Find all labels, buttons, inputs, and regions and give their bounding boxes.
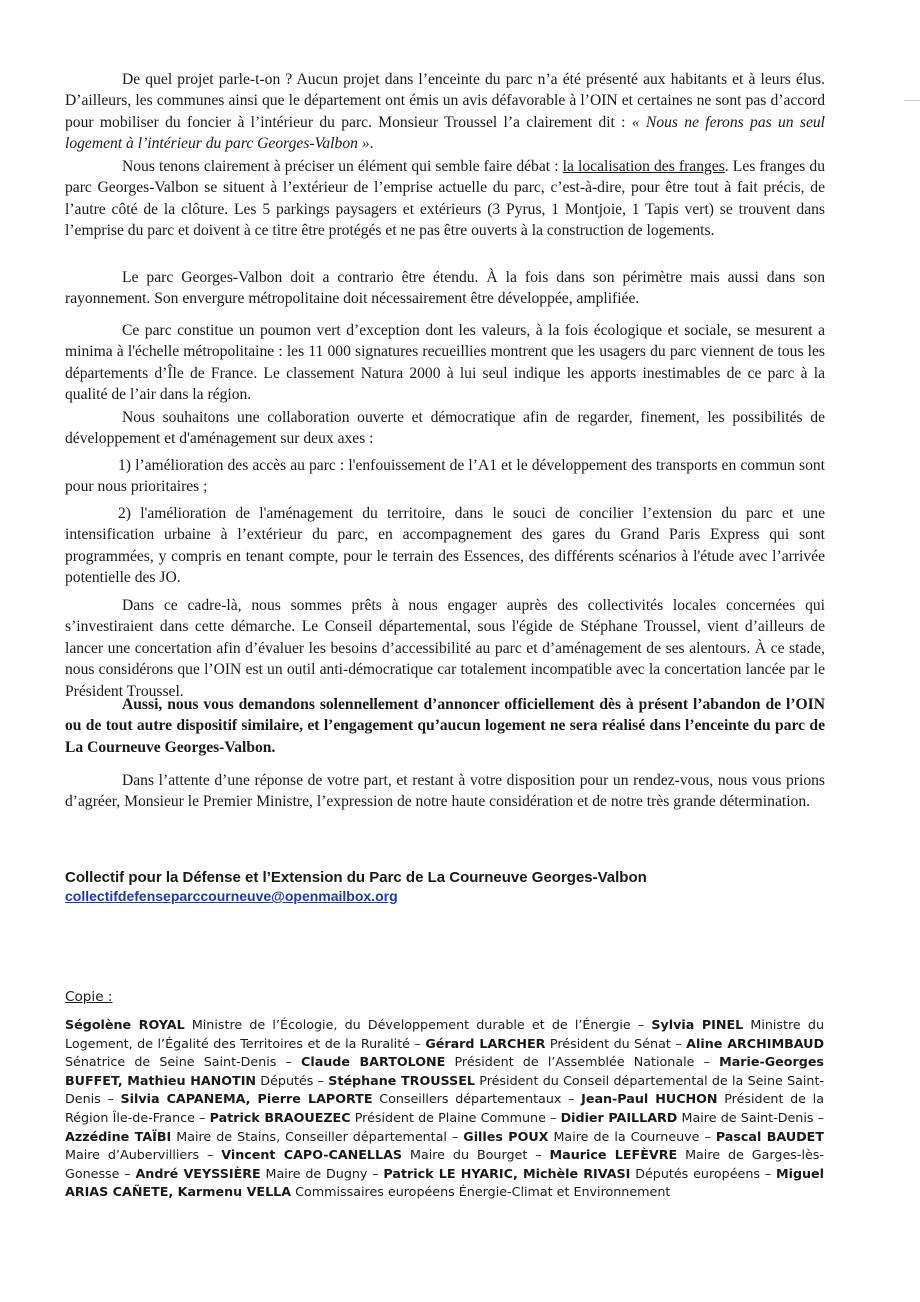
paragraph-extension: Le parc Georges-Valbon doit a contrario être étendu. À la fois dans son périmètre mais aussi dans son rayonnement. Son envergure métropolitaine doit nécessairement être développée, amplifiée. <box>65 269 825 308</box>
recipient-role: Ministre du Logement, de l’Égalité des Territoires et de la Ruralité – <box>65 1017 824 1051</box>
recipient-name: Ségolène ROYAL <box>65 1017 185 1032</box>
signature-collective: Collectif pour la Défense et l’Extension du Parc de La Courneuve Georges-Valbon <box>65 869 647 886</box>
recipient-role: Ministre de l’Écologie, du Développement durable et de l’Énergie – <box>184 1017 652 1032</box>
paragraph-project-end: . <box>369 135 374 153</box>
recipient-name: Marie-Georges BUFFET, Mathieu HANOTIN <box>65 1054 824 1088</box>
recipient-name: Aline ARCHIMBAUD <box>686 1035 825 1051</box>
recipient-name: Silvia CAPANEMA, Pierre LAPORTE <box>120 1091 373 1107</box>
recipient-role: Président de Plaine Commune – <box>350 1109 561 1125</box>
franges-underlined: la localisation des franges <box>562 158 725 175</box>
paragraph-poumon-vert: Ce parc constitue un poumon vert d’exception dont les valeurs, à la fois écologique et sociale, se mesurent a minima à l'échelle métropolitaine : les 11 000 signatures recueillies montrent que les usagers du parc viennent de tous les départements d’Île de France. Le classement Natura 2000 à lui seul indique les apports inestimables de ce parc à la qualité de l’air dans la région. <box>65 322 825 404</box>
recipient-name: Vincent CAPO-CANELLAS <box>221 1147 403 1163</box>
recipient-name: André VEYSSIÈRE <box>135 1165 261 1181</box>
recipient-name: Azzédine TAÏBI <box>65 1128 172 1144</box>
paragraph-franges-intro: Nous tenons clairement à préciser un élément qui semble faire débat : <box>122 158 563 175</box>
copy-label: Copie : <box>65 989 113 1005</box>
recipient-role: Président du Sénat – <box>545 1035 687 1051</box>
troussel-quote: « Nous ne ferons pas un seul logement à l’intérieur du parc Georges-Valbon » <box>65 113 826 153</box>
recipient-role: Président du Conseil départemental de la Seine Saint-Denis – <box>65 1072 825 1107</box>
scan-edge-mark <box>904 100 920 101</box>
paragraph-demand: Aussi, nous vous demandons solennellement d’annoncer officiellement dès à présent l’abandon de l’OIN ou de tout autre dispositif similaire, et l’engagement qu’aucun logement ne sera réalisé dans l’enceinte du parc de La Courneuve Georges-Valbon. <box>65 696 825 756</box>
recipient-name: Patrick BRAOUEZEC <box>209 1109 351 1125</box>
recipient-name: Miguel ARIAS CAÑETE, Karmenu VELLA <box>65 1165 825 1200</box>
recipient-role: Maire du Bourget – <box>402 1147 550 1163</box>
paragraph-project <box>65 69 825 155</box>
recipient-role: Sénatrice de Seine Saint-Denis – <box>65 1054 302 1070</box>
recipient-name: Pascal BAUDET <box>715 1128 824 1144</box>
recipient-role: Maire de Stains, Conseiller départemental – <box>171 1128 464 1144</box>
recipient-role: Députés – <box>256 1072 329 1088</box>
recipient-role: Maire d’Aubervilliers – <box>65 1147 222 1163</box>
recipient-name: Maurice LEFÈVRE <box>549 1147 678 1163</box>
paragraph-closing: Dans l’attente d’une réponse de votre part, et restant à votre disposition pour un rendez-vous, nous vous prions d’agréer, Monsieur le Premier Ministre, l’expression de notre haute considération et de notre très grande détermination. <box>65 772 825 811</box>
paragraph-franges-body: . Les franges du parc Georges-Valbon se situent à l’extérieur de l’emprise actuelle du parc, c’est-à-dire, pour être tout à fait précis, de l’autre côté de la clôture. Les 5 parkings paysagers et extérieurs (3 Pyrus, 1 Montjoie, 1 Tapis vert) se trouvent dans l’emprise du parc et doivent à ce titre être protégés et ne pas être ouverts à la construction de logements. <box>65 158 826 240</box>
recipient-name: Sylvia PINEL <box>651 1017 744 1032</box>
recipient-role: Maire de la Courneuve – <box>548 1128 716 1144</box>
recipient-role: Maire de Dugny – <box>260 1165 384 1181</box>
recipient-name: Gilles POUX <box>463 1128 549 1144</box>
signature-email-link[interactable]: collectifdefenseparccourneuve@openmailbox.org <box>65 888 398 904</box>
recipient-name: Didier PAILLARD <box>560 1109 678 1125</box>
recipient-role: Commissaires européens Énergie-Climat et Environnement <box>291 1184 671 1200</box>
axis-two: 2) l'amélioration de l'aménagement du territoire, dans le souci de concilier l’extension du parc et une intensification urbaine à l’extérieur du parc, en accompagnement des gares du Grand Paris Express qui sont programmées, y compris en tenant compte, pour le terrain des Essences, des différents scénarios à l'étude avec l’arrivée potentielle des JO. <box>65 505 825 587</box>
recipient-role: Président de l’Assemblée Nationale – <box>445 1054 720 1070</box>
recipient-name: Patrick LE HYARIC, Michèle RIVASI <box>383 1165 631 1181</box>
paragraph-project-text: De quel projet parle-t-on ? Aucun projet dans l’enceinte du parc n’a été présenté aux habitants et à leurs élus. D’ailleurs, les communes ainsi que le département ont émis un avis défavorable à l’OIN et certaines ne sont pas d’accord pour mobiliser du foncier à l’intérieur du parc. Monsieur Troussel l’a clairement dit : <box>65 71 825 131</box>
paragraph-franges <box>65 156 825 242</box>
paragraph-collaboration: Nous souhaitons une collaboration ouverte et démocratique afin de regarder, finement, les possibilités de développement et d'aménagement sur deux axes : <box>65 409 825 448</box>
recipient-name: Claude BARTOLONE <box>301 1054 446 1070</box>
recipient-role: Maire de Saint-Denis – <box>677 1109 824 1125</box>
axis-one: 1) l’amélioration des accès au parc : l'enfouissement de l’A1 et le développement des transports en commun sont pour nous prioritaires ; <box>65 457 825 496</box>
paragraph-cadre: Dans ce cadre-là, nous sommes prêts à nous engager auprès des collectivités locales concernées qui s’investiraient dans cette démarche. Le Conseil départemental, sous l'égide de Stéphane Troussel, vient d’ailleurs de lancer une concertation afin d’évaluer les besoins d’accessibilité au parc et d’aménagement de ses alentours. À ce stade, nous considérons que l’OIN est un outil anti-démocratique car totalement incompatible avec la concertation lancée par le Président Troussel. <box>65 597 825 700</box>
recipient-name: Gérard LARCHER <box>425 1035 546 1051</box>
recipient-role: Conseillers départementaux – <box>372 1091 582 1107</box>
copy-recipients-list <box>65 1016 824 1202</box>
recipient-name: Jean-Paul HUCHON <box>581 1091 718 1107</box>
recipient-role: Députés européens – <box>630 1165 776 1181</box>
recipient-role: Maire de Garges-lès-Gonesse – <box>65 1147 824 1181</box>
recipient-name: Stéphane TROUSSEL <box>328 1072 475 1088</box>
recipient-role: Président de la Région Île-de-France – <box>65 1091 824 1125</box>
